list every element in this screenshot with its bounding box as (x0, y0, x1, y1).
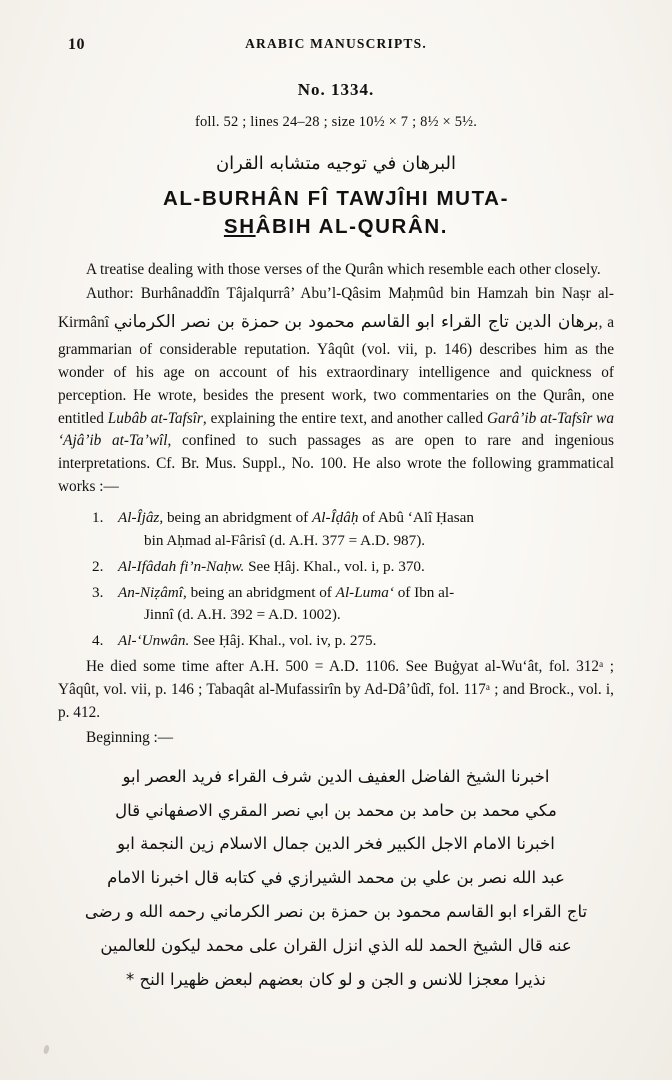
work-title-garaib: Garâ’ib at-Tafsîr wa ‘Ajâ’ib at-Ta’wîl (58, 409, 614, 450)
author-arabic-name-1: برهان الدين تاج القراء ابو القاسم محمود بن (284, 312, 599, 333)
list-item (58, 582, 614, 628)
list-item (58, 630, 614, 653)
work-title: Al-‘Unwân. (118, 632, 190, 650)
list-item (58, 556, 614, 579)
work-number: 4. (92, 632, 104, 650)
author-description-1: , a grammarian of considerable reputation. Yâqût (vol. vii, p. 146) describes him as the wonder of his age on account of his extraordinary intelligence and quickness of perception. He wrote, besides the present work, two commentaries on the Qurân, one entitled (58, 314, 615, 427)
work-note: , being an abridgment of (159, 509, 309, 527)
work-text (118, 556, 614, 579)
page-number: 10 (68, 36, 85, 53)
paragraph-summary: A treatise dealing with those verses of the Qurân which resemble each other closely. (86, 260, 601, 278)
work-title: An-Niẓâmî (118, 583, 183, 601)
author-arabic-name-2: حمزة بن نصر الكرماني (113, 312, 280, 333)
transliterated-title (58, 185, 614, 240)
work-title-secondary: Al-Îḍâḥ (312, 509, 359, 527)
work-title: Al-Ifâdah fi’n-Naḥw. (118, 557, 245, 575)
entry-body (58, 259, 614, 750)
paper-speck (43, 1044, 51, 1054)
title-line-2 (58, 213, 614, 241)
codicology-line: foll. 52 ; lines 24–28 ; size 10½ × 7 ; 8½ × 5½. (194, 114, 478, 130)
title-sh-digraph: SH (223, 214, 256, 238)
paragraph-author (58, 283, 614, 499)
running-head (58, 30, 614, 64)
incipit-line: اخبرنا الامام الاجل الكبير فخر الدين جمال الاسلام زين النجمة ابو (117, 834, 555, 854)
grammatical-works-list (58, 507, 614, 653)
work-title-secondary: Al-Luma‘ (335, 583, 394, 601)
author-label: Author: (86, 285, 134, 303)
work-note: See Ḥâj. Khal., vol. iv, p. 275. (193, 632, 377, 650)
author-description-3: , confined to such passages as are open to rare and ingenious interpretations. Cf. Br. Mus. Suppl., No. 100. He also wrote the following grammatical works :— (58, 432, 614, 496)
work-note: , being an abridgment of (182, 583, 332, 601)
incipit-arabic-text (58, 760, 614, 997)
work-note-secondary: of Ibn al- (397, 583, 455, 601)
incipit-line: اخبرنا الشيخ الفاضل العفيف الدين شرف القراء فريد العصر ابو (122, 766, 550, 786)
work-number: 2. (92, 557, 104, 575)
work-text (118, 630, 614, 653)
incipit-line: تاج القراء ابو القاسم محمود بن حمزة بن نصر الكرماني رحمه الله و رضى (84, 902, 588, 922)
work-text (118, 582, 614, 628)
incipit-line: عبد الله نصر بن علي بن محمد الشيرازي في كتابه قال اخبرنا الامام (107, 868, 565, 888)
incipit-line: نذيرا معجزا للانس و الجن و لو كان بعضهم لبعض ظهيرا النح * (126, 969, 546, 989)
work-title: Al-Îjâz (118, 509, 160, 527)
running-head-title: ARABIC MANUSCRIPTS. (245, 36, 427, 51)
title-line-1: AL-BURHÂN FÎ TAWJÎHI MUTA- (162, 187, 510, 211)
author-description-2: , explaining the entire text, and another called (202, 409, 484, 427)
work-note-secondary: of Abû ‘Alî Ḥasan (362, 509, 475, 527)
beginning-label: Beginning :— (86, 728, 174, 746)
paragraph-death-note: He died some time after A.H. 500 = A.D. 1106. See Buġyat al-Wu‘ât, fol. 312ᵃ ; Yâqût, vol. vii, p. 146 ; Tabaqât al-Mufassirîn by Ad-Dâ’ûdî, fol. 117ᵃ ; and Brock., vol. i, p. 412. (58, 658, 614, 721)
work-continuation: bin Aḥmad al-Fârisî (d. A.H. 377 = A.D. 987). (144, 532, 426, 550)
incipit-line: عنه قال الشيخ الحمد لله الذي انزل القران على محمد ليكون للعالمين (100, 935, 572, 955)
work-text (118, 507, 614, 553)
work-continuation: Jinnî (d. A.H. 392 = A.D. 1002). (144, 606, 341, 624)
list-item (58, 507, 614, 553)
entry-number: No. 1334. (297, 80, 375, 99)
incipit-line: مكي محمد بن حامد بن محمد بن ابي نصر المقري الاصفهاني قال (115, 800, 557, 820)
work-number: 3. (92, 583, 104, 601)
title-line-2-rest: ÂBIH AL-QURÂN. (255, 214, 449, 238)
work-title-lubab: Lubâb at-Tafsîr (107, 409, 203, 427)
work-note: See Ḥâj. Khal., vol. i, p. 370. (248, 557, 425, 575)
author-name: Burhânaddîn Tâjalqurrâ’ Abu’l-Qâsim Maḥmûd bin Hamzah bin Naṣr al-Kirmânî (58, 285, 614, 332)
work-number: 1. (92, 509, 104, 527)
arabic-title: البرهان في توجيه متشابه القران (215, 153, 457, 174)
